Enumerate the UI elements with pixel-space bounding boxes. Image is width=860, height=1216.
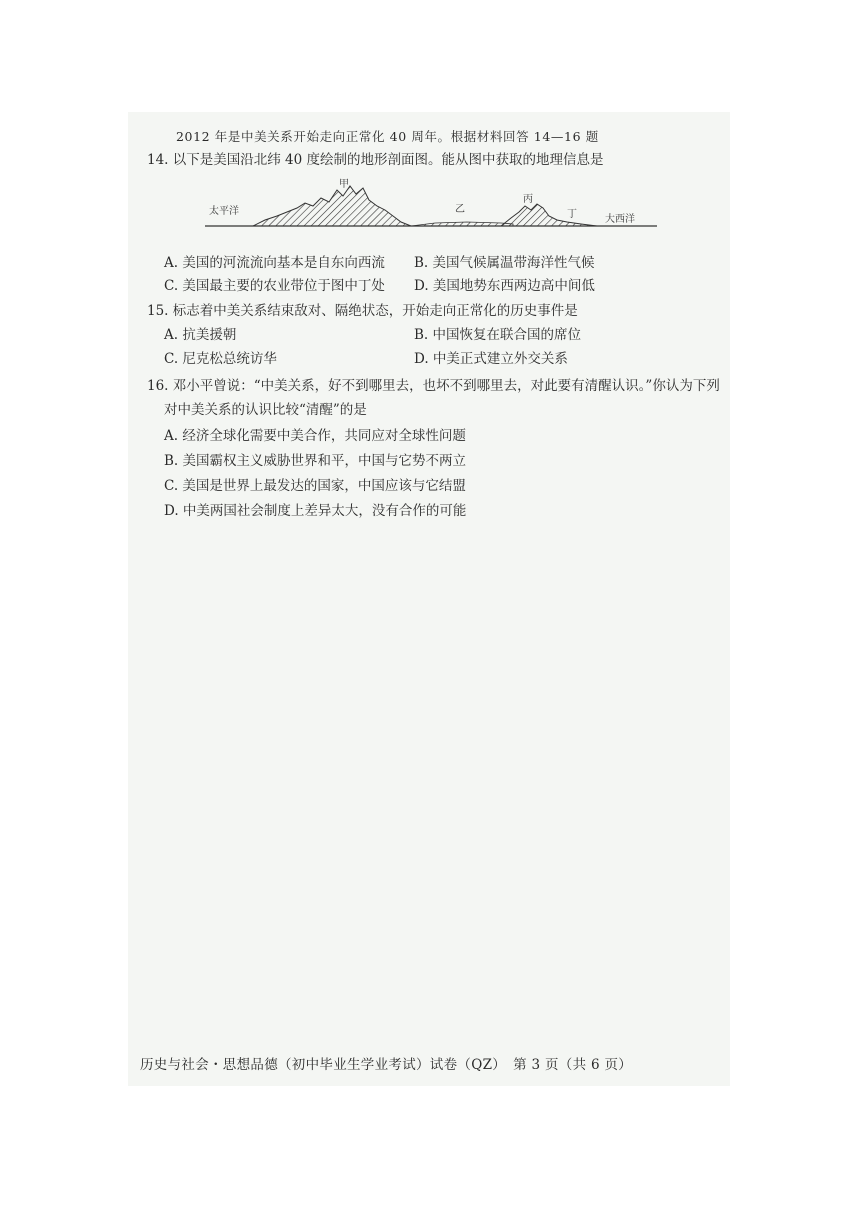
label-bing: 丙	[523, 194, 533, 205]
question-15-stem: 15. 标志着中美关系结束敌对、隔绝状态，开始走向正常化的历史事件是	[147, 303, 578, 319]
eastern-mountains	[501, 204, 597, 226]
question-16-stem-line1: 16. 邓小平曾说：“中美关系，好不到哪里去，也坏不到哪里去，对此要有清醒认识。”你认为下列	[147, 378, 720, 394]
material-intro: 2012 年是中美关系开始走向正常化 40 周年。根据材料回答 14—16 题	[176, 129, 599, 144]
label-yi: 乙	[455, 204, 465, 215]
label-atlantic: 大西洋	[605, 214, 635, 225]
q14-option-c: C. 美国最主要的农业带位于图中丁处	[164, 278, 385, 294]
q16-option-d: D. 中美两国社会制度上差异太大，没有合作的可能	[164, 503, 467, 519]
q15-option-d: D. 中美正式建立外交关系	[414, 351, 568, 367]
q16-option-c: C. 美国是世界上最发达的国家，中国应该与它结盟	[164, 478, 466, 494]
terrain-profile-figure	[205, 176, 657, 232]
q14-option-b: B. 美国气候属温带海洋性气候	[414, 255, 595, 271]
label-pacific: 太平洋	[209, 206, 239, 217]
western-mountains	[253, 186, 411, 226]
question-14-stem: 14. 以下是美国沿北纬 40 度绘制的地形剖面图。能从图中获取的地理信息是	[147, 152, 604, 168]
q15-option-b: B. 中国恢复在联合国的席位	[414, 327, 582, 343]
q14-option-a: A. 美国的河流流向基本是自东向西流	[164, 255, 385, 271]
q16-option-a: A. 经济全球化需要中美合作，共同应对全球性问题	[164, 428, 466, 444]
question-16-stem-line2: 对中美关系的认识比较“清醒”的是	[164, 402, 367, 418]
q15-option-c: C. 尼克松总统访华	[164, 351, 277, 367]
page-footer: 历史与社会・思想品德（初中毕业生学业考试）试卷（QZ） 第 3 页（共 6 页）	[140, 1057, 633, 1073]
label-ding: 丁	[567, 209, 577, 220]
q16-option-b: B. 美国霸权主义威胁世界和平，中国与它势不两立	[164, 453, 467, 469]
q15-option-a: A. 抗美援朝	[164, 327, 237, 343]
q14-option-d: D. 美国地势东西两边高中间低	[414, 278, 595, 294]
label-jia: 甲	[339, 179, 349, 190]
central-plain	[411, 222, 513, 226]
